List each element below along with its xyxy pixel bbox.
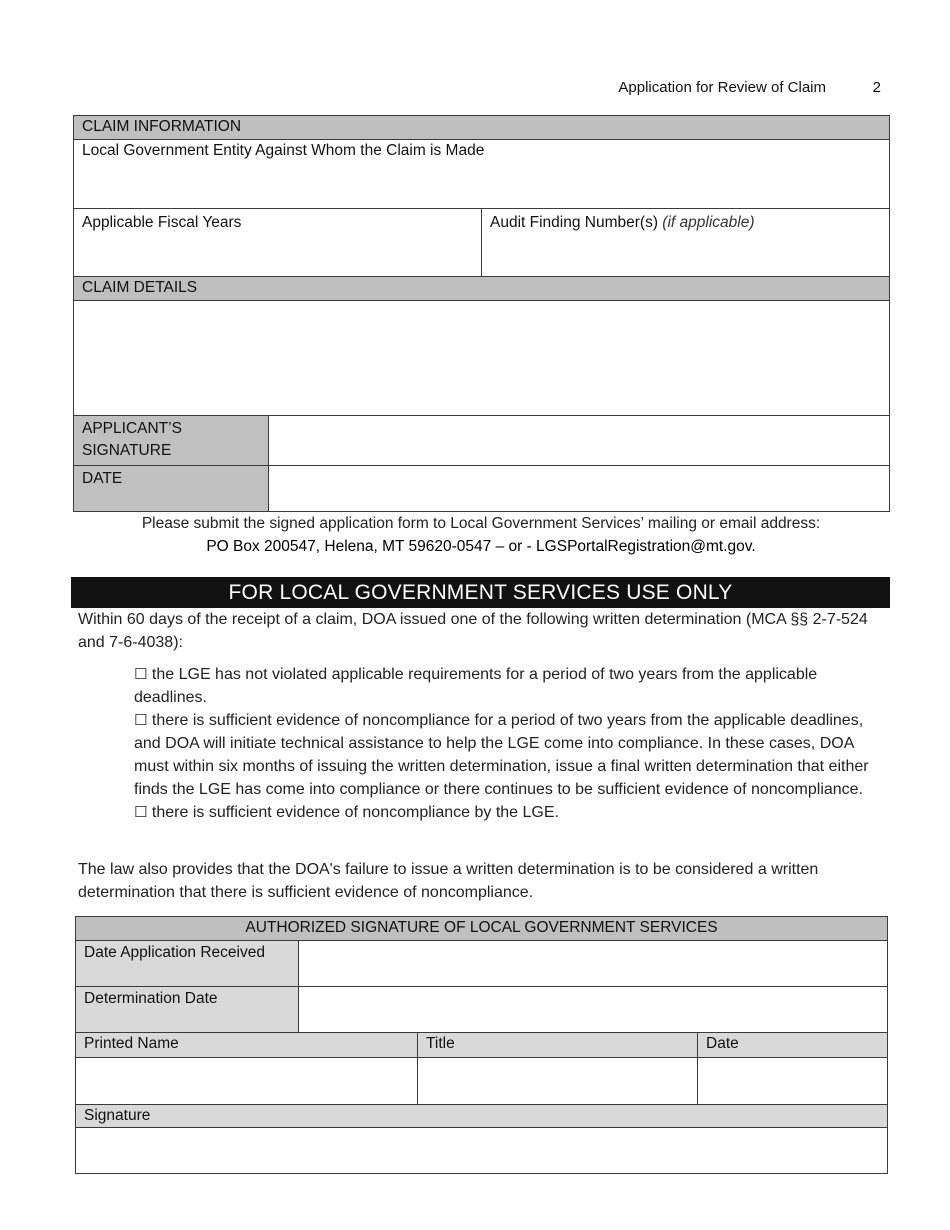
- determination-intro: Within 60 days of the receipt of a claim, DOA issued one of the following written determination (MCA §§ 2-7-524 and 7-6-4038):: [78, 611, 868, 651]
- auth-signature-label: Signature: [76, 1105, 888, 1128]
- option-text: there is sufficient evidence of noncompliance by the LGE.: [151, 804, 559, 821]
- date-label: DATE: [74, 466, 269, 512]
- date-received-label: Date Application Received: [76, 941, 299, 987]
- date-field[interactable]: [269, 466, 890, 512]
- signature-field[interactable]: [269, 416, 890, 466]
- determination-option: [134, 801, 886, 824]
- authorized-signature-heading: AUTHORIZED SIGNATURE OF LOCAL GOVERNMENT SERVICES: [76, 917, 888, 941]
- auth-signature-field[interactable]: [76, 1128, 888, 1174]
- claim-information-heading: CLAIM INFORMATION: [74, 116, 890, 140]
- document-title: Application for Review of Claim: [618, 79, 826, 96]
- title-field[interactable]: [418, 1058, 698, 1105]
- date-received-field[interactable]: [299, 941, 888, 987]
- page-number: 2: [872, 79, 881, 96]
- entity-field[interactable]: [74, 140, 890, 209]
- checkbox-icon[interactable]: ☐: [134, 711, 148, 729]
- claim-information-table: [73, 115, 890, 512]
- audit-finding-field[interactable]: [482, 209, 890, 277]
- determination-date-field[interactable]: [299, 987, 888, 1033]
- submission-address: PO Box 200547, Helena, MT 59620-0547 – or - LGSPortalRegistration@mt.gov.: [206, 538, 756, 555]
- authorized-signature-table: [75, 916, 888, 1174]
- claim-details-field[interactable]: [74, 301, 890, 416]
- printed-name-label: Printed Name: [76, 1033, 418, 1058]
- claim-details-heading: CLAIM DETAILS: [74, 277, 890, 301]
- submission-instructions: [73, 512, 889, 558]
- auth-date-field[interactable]: [698, 1058, 888, 1105]
- fiscal-years-label: Applicable Fiscal Years: [82, 214, 242, 231]
- checkbox-icon[interactable]: ☐: [134, 803, 148, 821]
- auth-date-label: Date: [698, 1033, 888, 1058]
- entity-label: Local Government Entity Against Whom the Claim is Made: [82, 142, 485, 159]
- audit-finding-label: Audit Finding Number(s): [490, 214, 658, 231]
- title-label: Title: [418, 1033, 698, 1058]
- determination-option: [134, 709, 886, 801]
- printed-name-field[interactable]: [76, 1058, 418, 1105]
- option-text: the LGE has not violated applicable requirements for a period of two years from the applicable deadlines.: [134, 666, 818, 706]
- submission-text: Please submit the signed application form to Local Government Services’ mailing or email address:: [141, 515, 821, 532]
- lgs-use-only-heading: FOR LOCAL GOVERNMENT SERVICES USE ONLY: [71, 577, 890, 608]
- law-note: The law also provides that the DOA's failure to issue a written determination is to be considered a written determination that there is sufficient evidence of noncompliance.: [78, 861, 819, 901]
- determination-option: [134, 663, 886, 709]
- determination-date-label: Determination Date: [76, 987, 299, 1033]
- page-header: [0, 79, 950, 101]
- option-text: there is sufficient evidence of noncompliance for a period of two years from the applicable deadlines, and DOA will initiate technical assistance to help the LGE come into compliance. In these cases, DOA must within six months of issuing the written determination, issue a final written determination that either finds the LGE has come into compliance or there continues to be sufficient evidence of noncompliance.: [134, 712, 869, 798]
- determination-options: [134, 663, 886, 824]
- checkbox-icon[interactable]: ☐: [134, 665, 148, 683]
- signature-label: APPLICANT’S SIGNATURE: [74, 416, 269, 466]
- audit-finding-note: (if applicable): [662, 214, 755, 231]
- fiscal-years-field[interactable]: [74, 209, 482, 277]
